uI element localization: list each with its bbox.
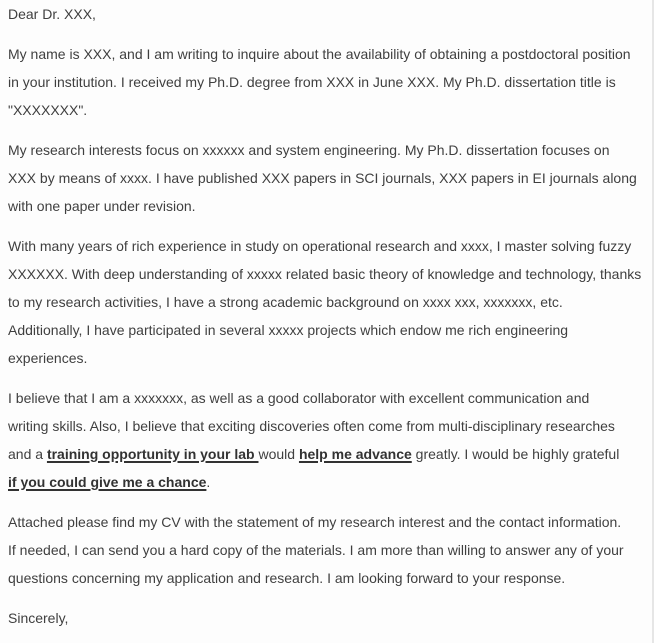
text-segment: greatly. I would be highly grateful	[411, 446, 620, 462]
letter-line	[8, 536, 654, 564]
text-segment: with one paper under revision.	[8, 198, 196, 214]
text-segment: "XXXXXXX".	[8, 102, 88, 118]
letter-line	[8, 412, 654, 440]
letter-line	[8, 192, 654, 220]
letter-line	[8, 260, 654, 288]
text-segment: and a	[8, 446, 47, 462]
closing: Sincerely,	[8, 610, 69, 626]
text-segment: writing skills. Also, I believe that exciting discoveries often come from multi-disciplinary researches	[8, 418, 615, 434]
letter-line	[8, 344, 654, 372]
letter-line	[8, 384, 654, 412]
letter-line	[8, 68, 654, 96]
text-segment: My research interests focus on xxxxxx and system engineering. My Ph.D. dissertation focuses on	[8, 142, 610, 158]
letter-line	[8, 164, 654, 192]
text-segment: in your institution. I received my Ph.D. degree from XXX in June XXX. My Ph.D. dissertation title is	[8, 74, 616, 90]
emphasized-phrase: training opportunity in your lab	[46, 446, 259, 462]
text-segment: would	[258, 446, 299, 462]
text-segment: to my research activities, I have a strong academic background on xxxx xxx, xxxxxxx, etc.	[8, 294, 563, 310]
text-segment: experiences.	[8, 350, 88, 366]
text-segment: My name is XXX, and I am writing to inquire about the availability of obtaining a postdoctoral position	[8, 46, 631, 62]
letter-line	[8, 440, 654, 468]
paragraph-attachments	[8, 508, 654, 592]
text-segment: With many years of rich experience in study on operational research and xxxx, I master solving fuzzy	[8, 238, 632, 254]
paragraph-research-interests	[8, 136, 654, 220]
letter-line	[8, 468, 654, 496]
letter-line	[8, 288, 654, 316]
letter-line	[8, 136, 654, 164]
text-segment: Attached please find my CV with the statement of my research interest and the contact information.	[8, 514, 622, 530]
greeting: Dear Dr. XXX,	[8, 6, 96, 22]
text-segment: XXX by means of xxxx. I have published XXX papers in SCI journals, XXX papers in EI journals along	[8, 170, 637, 186]
letter-line	[8, 316, 654, 344]
letter-line	[8, 564, 654, 592]
paragraph-experience	[8, 232, 654, 372]
paragraph-introduction	[8, 40, 654, 124]
emphasized-phrase: if you could give me a chance	[8, 474, 207, 490]
letter-line	[8, 96, 654, 124]
text-segment: .	[206, 474, 211, 490]
text-segment: Additionally, I have participated in several xxxxx projects which endow me rich engineering	[8, 322, 569, 338]
text-segment: questions concerning my application and research. I am looking forward to your response.	[8, 570, 566, 586]
paragraph-self-evaluation	[8, 384, 654, 496]
text-segment: I believe that I am a xxxxxxx, as well as a good collaborator with excellent communication and	[8, 390, 590, 406]
letter-line	[8, 508, 654, 536]
letter-line	[8, 232, 654, 260]
letter-line	[8, 40, 654, 68]
text-segment: If needed, I can send you a hard copy of the materials. I am more than willing to answer any of your	[8, 542, 624, 558]
emphasized-phrase: help me advance	[298, 446, 412, 462]
text-segment: XXXXXX. With deep understanding of xxxxx related basic theory of knowledge and technology, thanks	[8, 266, 642, 282]
